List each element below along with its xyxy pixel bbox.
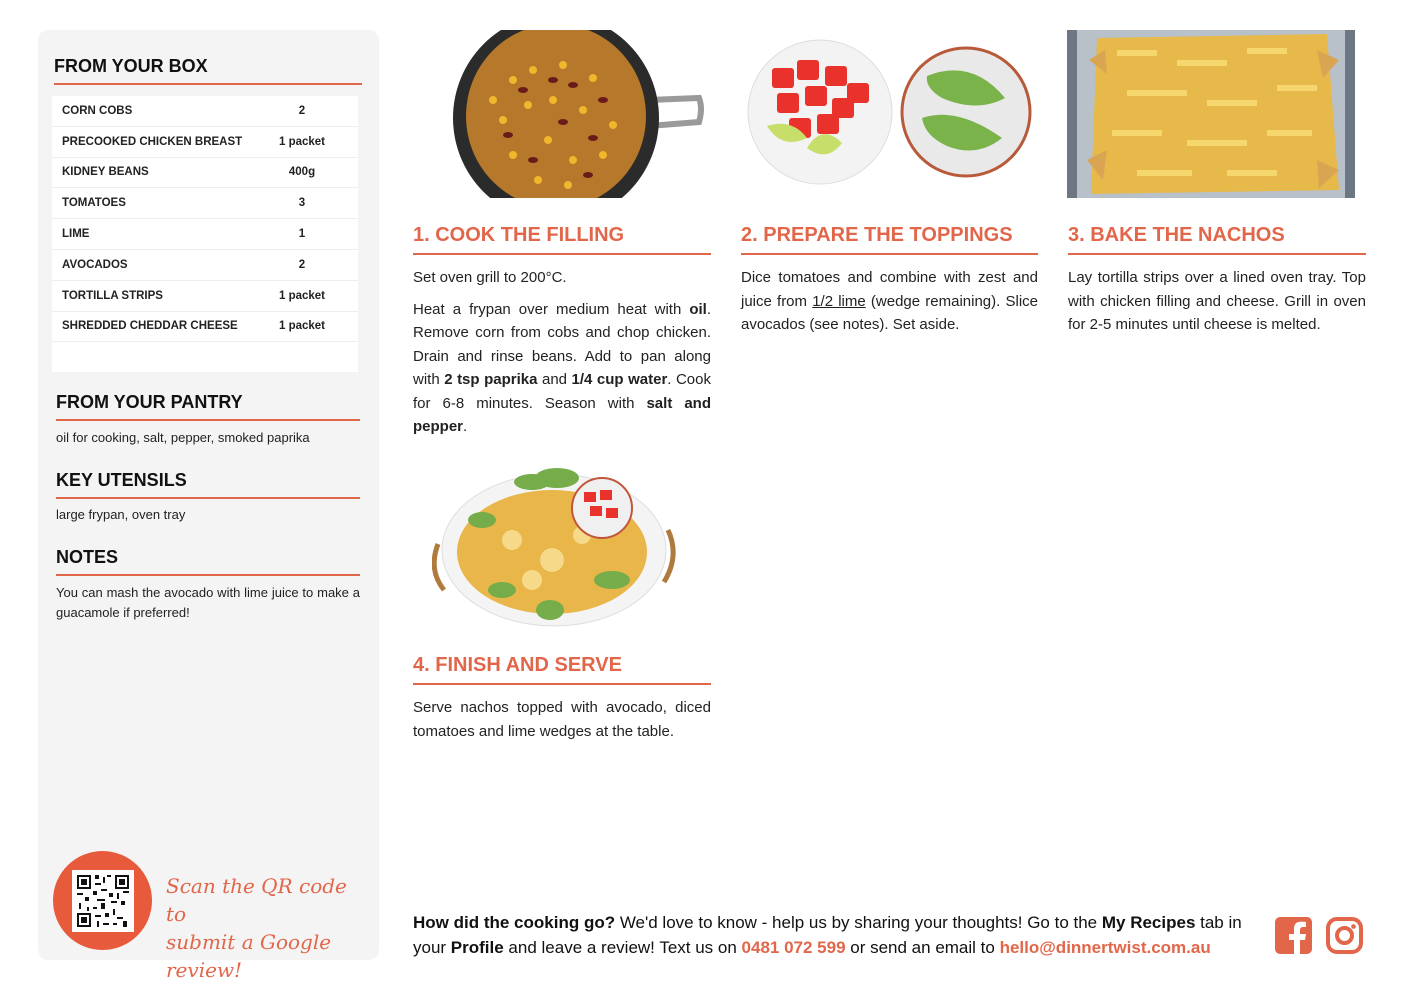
step-3-paragraph: Lay tortilla strips over a lined oven tray. Top with chicken filling and cheese. Grill in oven for 2-5 minutes until cheese is melted. <box>1068 269 1366 333</box>
notes-text: You can mash the avocado with lime juice to make a guacamole if preferred! <box>56 585 360 620</box>
text-segment: Dice tomatoes and combine with zest and juice from <box>741 269 1038 310</box>
ingredient-row <box>52 127 358 158</box>
qr-code-icon[interactable] <box>72 870 134 932</box>
text-segment: or send an email to <box>845 938 1000 957</box>
review-footer <box>413 910 1263 960</box>
step-2-body <box>741 266 1038 345</box>
ingredient-qty: 1 <box>298 228 306 241</box>
my-recipes-label: My Recipes <box>1101 913 1196 932</box>
phone-link[interactable]: 0481 072 599 <box>741 938 846 957</box>
bold-ingredient: 1/4 cup water <box>571 371 668 388</box>
notes-heading: NOTES <box>56 547 360 576</box>
ingredient-row <box>52 312 358 343</box>
bold-ingredient: oil <box>689 300 707 318</box>
from-your-pantry-heading: FROM YOUR PANTRY <box>56 392 360 421</box>
text-segment: . Cook for 6-8 minutes. Season with <box>413 371 711 412</box>
step-4-paragraph: Serve nachos topped with avocado, diced tomatoes and lime wedges at the table. <box>413 699 711 740</box>
ingredient-name: KIDNEY BEANS <box>62 166 149 179</box>
ingredient-qty: 2 <box>298 258 306 271</box>
facebook-icon[interactable] <box>1275 917 1312 954</box>
step-4-title: 4. FINISH AND SERVE <box>413 654 711 685</box>
text-segment: . <box>463 418 468 435</box>
ingredient-qty: 3 <box>298 197 306 210</box>
ingredient-name: TORTILLA STRIPS <box>62 289 163 302</box>
ingredient-row <box>52 281 358 312</box>
qr-code-badge[interactable] <box>53 851 152 950</box>
bold-ingredient: salt and pepper <box>413 394 711 435</box>
pantry-text: oil for cooking, salt, pepper, smoked paprika <box>56 430 310 445</box>
step-1-paragraph-1: Set oven grill to 200°C. <box>413 269 567 286</box>
ingredient-qty: 1 packet <box>278 135 326 148</box>
step-1-paragraph-2 <box>413 298 711 439</box>
step-4-body <box>413 696 711 751</box>
qr-review-text <box>166 872 366 984</box>
ingredient-qty: 1 packet <box>278 320 326 333</box>
qr-text-line-1: Scan the QR code to <box>166 874 347 926</box>
step-2-title: 2. PREPARE THE TOPPINGS <box>741 224 1038 255</box>
ingredient-name: PRECOOKED CHICKEN BREAST <box>62 135 243 148</box>
bake-nachos-photo <box>1067 30 1355 198</box>
ingredient-row <box>52 250 358 281</box>
ingredient-name: LIME <box>62 228 90 241</box>
ingredient-qty: 1 packet <box>278 289 326 302</box>
text-segment: We'd love to know - help us by sharing your thoughts! Go to the <box>615 913 1102 932</box>
profile-label: Profile <box>450 938 504 957</box>
ingredient-qty: 400g <box>288 166 316 179</box>
utensils-text: large frypan, oven tray <box>56 507 186 522</box>
ingredient-row <box>52 219 358 250</box>
ingredient-qty: 2 <box>298 104 306 117</box>
text-segment: and leave a review! Text us on <box>503 938 742 957</box>
ingredient-name: AVOCADOS <box>62 258 128 271</box>
ingredient-name: TOMATOES <box>62 197 126 210</box>
key-utensils-heading: KEY UTENSILS <box>56 470 360 499</box>
ingredient-name: SHREDDED CHEDDAR CHEESE <box>62 320 238 333</box>
bold-ingredient: 2 tsp paprika <box>444 371 538 388</box>
instagram-icon[interactable] <box>1326 917 1363 954</box>
from-your-box-heading: FROM YOUR BOX <box>54 56 362 85</box>
step-1-body <box>413 266 711 447</box>
prepare-toppings-photo <box>747 38 1033 188</box>
ingredients-table <box>52 96 358 372</box>
text-segment: and <box>537 371 572 388</box>
qr-text-line-2: submit a Google review! <box>166 930 332 982</box>
footer-question: How did the cooking go? <box>413 913 616 932</box>
finish-serve-photo <box>432 460 676 628</box>
ingredient-row <box>52 188 358 219</box>
text-segment: . Remove corn from cobs and chop chicken. Drain and rinse beans. Add to pan along with <box>413 300 711 388</box>
sidebar <box>38 30 379 982</box>
ingredient-row <box>52 158 358 189</box>
email-link[interactable]: hello@dinnertwist.com.au <box>999 938 1211 957</box>
text-segment: Heat a frypan over medium heat with <box>413 300 690 318</box>
step-1-title: 1. COOK THE FILLING <box>413 224 711 255</box>
ingredient-name: CORN COBS <box>62 104 133 117</box>
cook-filling-photo <box>453 30 705 198</box>
step-3-title: 3. BAKE THE NACHOS <box>1068 224 1366 255</box>
step-3-body <box>1068 266 1366 345</box>
underlined-quantity: 1/2 lime <box>812 292 866 310</box>
ingredient-row <box>52 96 358 127</box>
text-segment: (wedge remaining). Slice avocados (see notes). Set aside. <box>741 292 1038 333</box>
text-segment: tab in your <box>413 913 1242 957</box>
step-2-paragraph <box>741 266 1038 337</box>
